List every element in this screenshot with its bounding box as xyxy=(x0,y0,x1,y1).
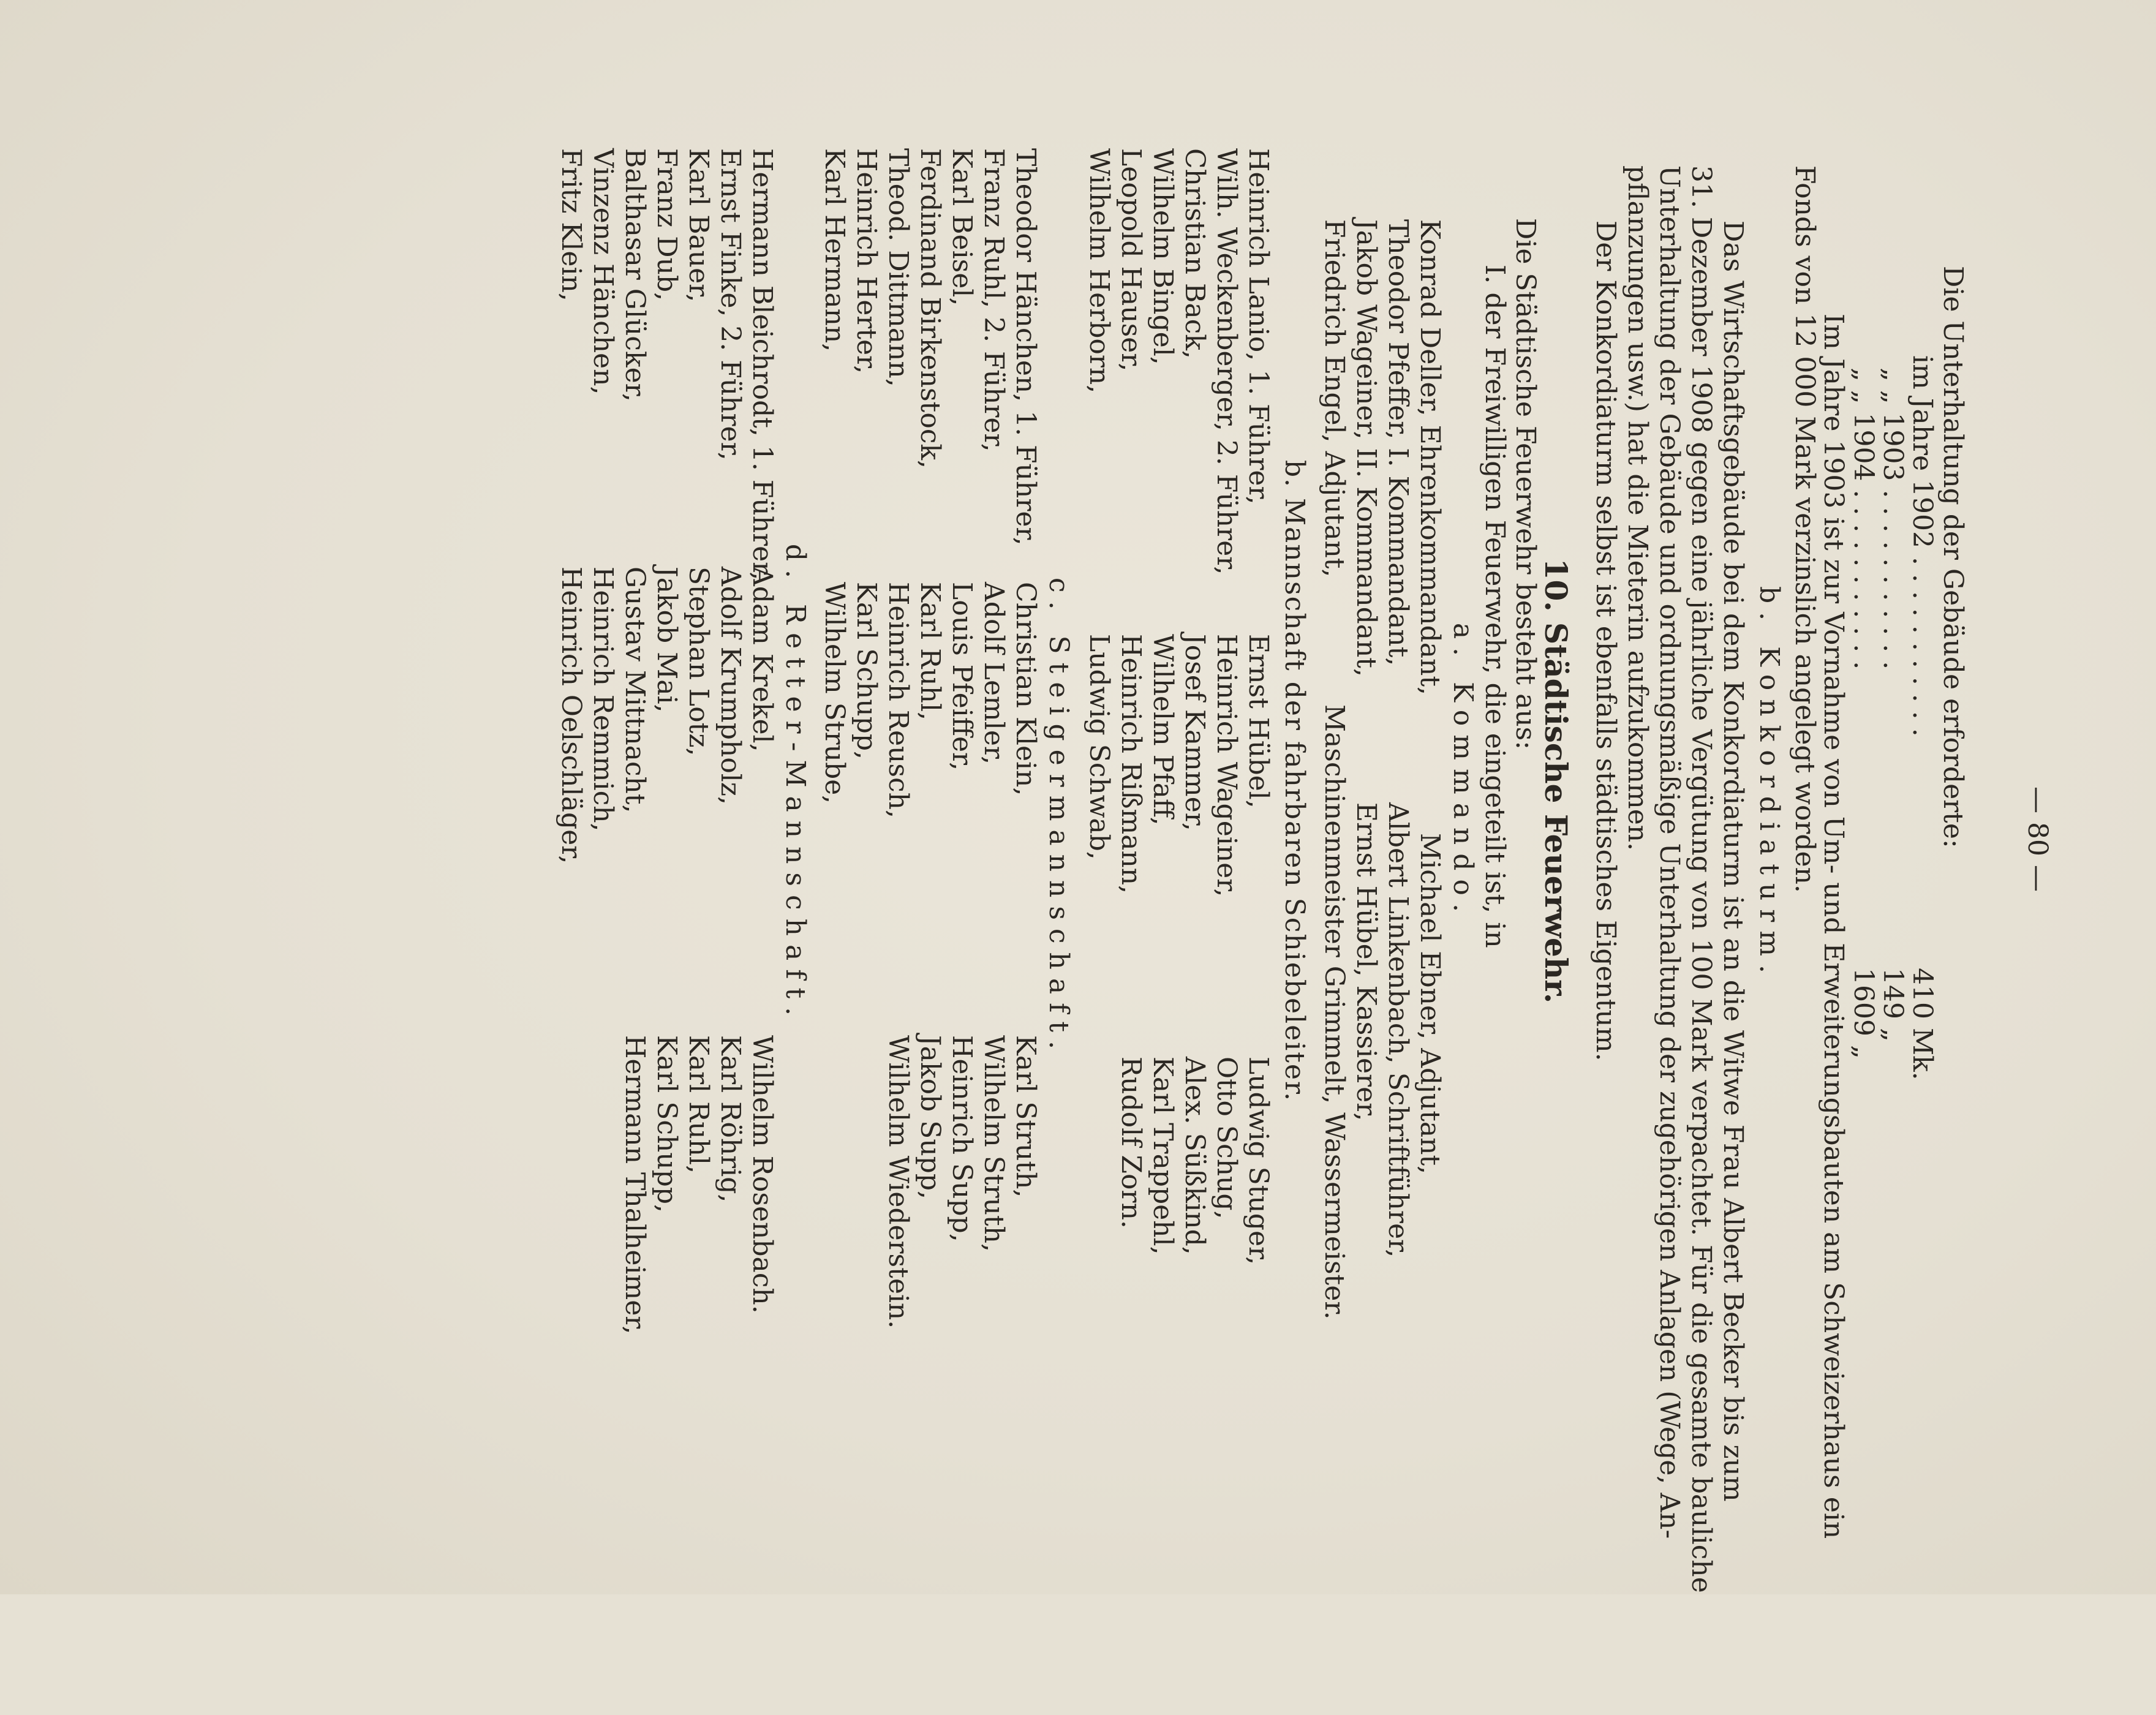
list-item: Maschinenmeister Grimmelt, Wassermeister. xyxy=(1319,704,1350,1320)
list-item: Ernst Finke, 2. Führer, xyxy=(715,148,746,461)
list-item: Wilhelm Bingel, xyxy=(1147,148,1178,365)
text-line: Der Konkordiaturm selbst ist ebenfalls städtisches Eigentum. xyxy=(1590,221,1621,1061)
list-col1 xyxy=(1083,148,1274,575)
page-number: — 80 — xyxy=(2022,786,2053,892)
list-item: Karl Ruhl, xyxy=(683,1035,714,1174)
subsection-heading: c. Steigermannschaft. xyxy=(1043,577,1074,1058)
list-item: Karl Trappehl, xyxy=(1147,1057,1178,1255)
list-item: Ludwig Schwab, xyxy=(1084,634,1115,860)
list-item: Adolf Lemler, xyxy=(978,582,1009,765)
list-item: Wilhelm Wiederstein. xyxy=(883,1035,914,1329)
list-item: Christian Klein, xyxy=(1010,582,1041,796)
list-item: Wilhelm Pfaff, xyxy=(1147,634,1178,826)
subsection-heading: b. Mannschaft der fahrbaren Schiebeleiter. xyxy=(1279,459,1310,1102)
list-item: Albert Linkenbach, Schriftführer, xyxy=(1382,802,1414,1258)
list-item: Otto Schug, xyxy=(1211,1057,1242,1219)
list-item: Theodor Hänchen, 1. Führer, xyxy=(1010,148,1041,546)
list-item: Wilhelm Struth, xyxy=(978,1035,1009,1252)
text-line: „ „ 1903 . . . . . . . . . . . xyxy=(1877,368,1909,670)
text-line: I. der Freiwilligen Feuerwehr, die eingeteilt ist, in xyxy=(1479,265,1510,948)
list-col1 xyxy=(818,148,1041,546)
section-heading: 10. Städtische Feuerwehr. xyxy=(1538,558,1574,1004)
list-item: Christian Back, xyxy=(1179,148,1210,359)
list-item: Ludwig Stuger, xyxy=(1243,1057,1274,1265)
text-line: „ „ 1904 . . . . . . . . . . . xyxy=(1848,368,1879,670)
list-item: Heinrich Supp, xyxy=(946,1035,978,1242)
list-item: Wilhelm Strube, xyxy=(819,582,850,804)
list-item: Karl Bauer, xyxy=(683,148,714,303)
list-item xyxy=(587,1035,619,1334)
list-item: Louis Pfeiffer, xyxy=(946,582,978,771)
list-item: Konrad Deller, Ehrenkommandant, xyxy=(1414,219,1446,696)
list-item: Karl Ruhl, xyxy=(914,582,946,721)
list-item: Balthasar Glücker, xyxy=(619,148,650,402)
list-item: Franz Dub, xyxy=(651,148,682,301)
list-col2 xyxy=(818,582,1041,818)
list-item: Jakob Mai, xyxy=(651,567,682,713)
list-item: Karl Schupp, xyxy=(851,582,882,760)
subsection-heading: a. Kommando. xyxy=(1447,622,1479,921)
list-item: Karl Hermann, xyxy=(819,148,850,352)
text-line: 1609 „ xyxy=(1848,968,1879,1059)
list-item xyxy=(523,567,555,864)
list-item: Jakob Wageiner, II. Kommandant, xyxy=(1351,219,1382,677)
text-line: 410 Mk. xyxy=(1907,968,1938,1080)
list-item: Friedrich Engel, Adjutant, xyxy=(1319,219,1350,578)
list-item: Heinrich Remmich, xyxy=(587,567,619,832)
list-item: Wilhelm Rosenbach. xyxy=(747,1035,778,1314)
list-item: Karl Röhrig, xyxy=(715,1035,746,1203)
text-line: Die Unterhaltung der Gebäude erforderte: xyxy=(1937,266,1969,848)
list-item: Wilhelm Herborn, xyxy=(1084,148,1115,394)
section-heading: b. Konkordiaturm. xyxy=(1754,586,1785,982)
list-item: Heinrich Oelschläger, xyxy=(556,567,587,864)
text-line: im Jahre 1902 . . . . . . . . . . . xyxy=(1907,355,1938,737)
text-line: Fonds von 12 000 Mark verzinslich angelegt worden. xyxy=(1789,165,1820,893)
list-item: Hermann Bleichrodt, 1. Führer, xyxy=(747,148,778,581)
list-item: Michael Ebner, Adjutant, xyxy=(1414,833,1446,1175)
list-item: Heinrich Lanio, 1. Führer, xyxy=(1243,148,1274,505)
list-col3 xyxy=(882,1035,1041,1329)
list-item: Wilh. Weckenberger, 2. Führer, xyxy=(1211,148,1242,575)
list-item: Heinrich Rißmann, xyxy=(1115,634,1147,894)
list-item xyxy=(523,148,555,580)
text-line: 31. Dezember 1908 gegen eine jährliche Vergütung von 100 Mark verpachtet. Für die gesamte bauliche xyxy=(1686,165,1717,1593)
list-item: Ernst Hübel, Kassierer, xyxy=(1351,802,1382,1121)
list-item: Leopold Hauser, xyxy=(1115,148,1147,372)
list-item: Karl Beisel, xyxy=(946,148,978,306)
list-item: Adolf Krumpholz, xyxy=(715,567,746,805)
list-col1 xyxy=(523,148,778,580)
list-item: Gustav Mittnacht, xyxy=(619,567,650,813)
subsection-heading: d. Retter-Mannschaft. xyxy=(780,543,811,1025)
list-item: Jakob Supp, xyxy=(914,1035,946,1199)
list-item: Rudolf Zorn. xyxy=(1115,1057,1147,1229)
list-item: Ernst Hübel, xyxy=(1243,634,1274,809)
list-item: Stephan Lotz, xyxy=(683,567,714,756)
list-item: Alex. Süßkind, xyxy=(1179,1057,1210,1255)
list-item: Adam Krekel, xyxy=(747,567,778,752)
list-item: Ferdinand Birkenstock, xyxy=(914,148,946,469)
list-col3 xyxy=(587,1035,778,1334)
list-col2 xyxy=(1083,634,1274,897)
text-line: Unterhaltung der Gebäude und ordnungsmäßige Unterhaltung der zugehörigen Anlagen (Wege, An- xyxy=(1654,165,1685,1539)
list-item: Fritz Klein, xyxy=(556,148,587,301)
list-item: Karl Schupp, xyxy=(651,1035,682,1213)
text-line: 149 „ xyxy=(1877,968,1909,1042)
list-left xyxy=(1318,219,1446,695)
list-item: Vinzenz Hänchen, xyxy=(587,148,619,395)
paragraph xyxy=(1589,165,1749,1715)
list-item: Heinrich Wageiner, xyxy=(1211,634,1242,897)
text-line: Die Städtische Feuerwehr besteht aus: xyxy=(1510,218,1541,750)
list-col2 xyxy=(523,567,778,864)
text-line: Im Jahre 1903 ist zur Vornahme von Um- und Erweiterungsbauten am Schweizerhaus ein xyxy=(1818,314,1849,1539)
list-item: Heinrich Reusch, xyxy=(883,582,914,818)
list-item: Josef Kammer, xyxy=(1179,634,1210,831)
list-col3 xyxy=(1115,1057,1274,1265)
list-item: Heinrich Herter, xyxy=(851,148,882,374)
text-line: Das Wirtschaftsgebäude bei dem Konkordiaturm ist an die Witwe Frau Albert Becker bis zum xyxy=(1717,221,1749,1502)
list-item: Hermann Thalheimer, xyxy=(619,1035,650,1335)
list-item: Franz Ruhl, 2. Führer, xyxy=(978,148,1009,452)
list-item: Theodor Pfeffer, I. Kommandant, xyxy=(1382,219,1414,666)
list-item: Karl Struth, xyxy=(1010,1035,1041,1198)
text-line: pflanzungen usw.) hat die Mieterin aufzukommen. xyxy=(1622,165,1653,851)
list-right xyxy=(1318,704,1446,1319)
list-item: Theod. Dittmann, xyxy=(883,148,914,387)
